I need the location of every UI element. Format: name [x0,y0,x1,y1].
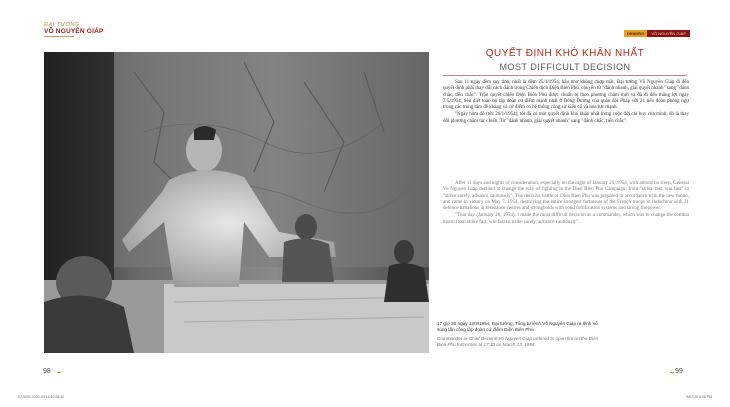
logo-divider [44,36,74,37]
body-vn-paragraph-1: Sau 11 ngày đêm suy tính, nhất là đêm 25/1/1954, hầu như không chợp mắt, Đại tướng Võ Nguyên Giáp đi đến quyết định phải thay đổi cách đánh trong Chiến dịch Điện Biên Phủ, chuyển từ "đánh nhanh, giải quyết nhanh" sang "đánh chắc, tiến chắc". Trận quyết chiến Điện Biên Phủ được chuẩn bị theo phương châm mới và đã đi đến thắng lợi ngày 7/5/1954, tiêu diệt toàn bộ tập đoàn cứ điểm mạnh nhất ở Đông Dương của quân đội Pháp với 21 tiểu đoàn phòng ngự trong các trung tâm đề kháng và cứ điểm có hệ thống công sự kiên cố và hỏa lực mạnh. [443,80,689,111]
print-slug-right: 8/07/20 4:08 PM [686,395,712,399]
page-number-right: 99 [675,368,683,375]
article-title-en: MOST DIFFICULT DECISION [499,62,631,72]
historical-photo [44,52,429,353]
section-tag [624,30,690,37]
page-rule-left [57,372,61,373]
body-en-paragraph-1: After 11 days and nights of consideration, especially on the night of January 25, 1954, with almost no sleep, General Vo Nguyen Giap decided to change the way of fighting in the Dien Bien Phu Campaign, from "strike fast, win fast" to "strike surely, advance cautiously". The decisive battle of Dien Bien Phu was prepared in accordance with the new motto, and came to victory on May 7, 1954, destroying the entire strongest fortresses of the French troops in Indochina with 21 defence battalions in resistance centres and strongholds with solid fortification systems and strong firepower. [443,181,689,212]
article-title-vn: QUYẾT ĐỊNH KHÓ KHĂN NHẤT [485,48,645,59]
book-logo [44,22,124,37]
section-tag-right: VÕ NGUYÊN GIÁP [647,30,690,37]
logo-subtitle: ĐẠI TƯỚNG [44,22,80,28]
section-tag-left: DENDRO [624,30,647,37]
photo-illustration [44,52,429,353]
logo-title: VÕ NGUYÊN GIÁP [44,28,104,35]
caption-vn: 17 giờ 30 ngày 13/3/1954, Đại tướng, Tổng tư lệnh Võ Nguyên Giáp ra lệnh nổ súng tấn công tập đoàn cứ điểm Điện Biên Phủ [437,321,598,332]
print-slug-left: 07-VNG-2020-04 14:40 08:40 [18,395,65,399]
title-divider [443,75,687,76]
body-vn-paragraph-2: "Ngày hôm đó (tức 26/1/1954), tôi đã có một quyết định khó khăn nhất trong cuộc đời chỉ huy của mình, đó là thay đổi phương châm tác chiến. Từ "đánh nhanh, giải quyết nhanh" sang "đánh chắc, tiến chắc". [443,112,689,124]
page-number-left: 98 [43,368,51,375]
article-body-vn [443,80,689,126]
page-rule-right [670,372,674,373]
caption-en: Commander-in-Chief General Vo Nguyen Giap ordered to open fire on the Dien Bien Phu fortresses at 17:30 on March 13, 1954 [437,336,599,347]
article-body-en [443,181,689,227]
body-en-paragraph-2: "That day (January 26, 1954), I made the most difficult decision as a commander, which was to change the combat motto from strike fast, win fast to strike surely, advance cautiously". [443,213,689,225]
photo-caption [437,321,607,348]
